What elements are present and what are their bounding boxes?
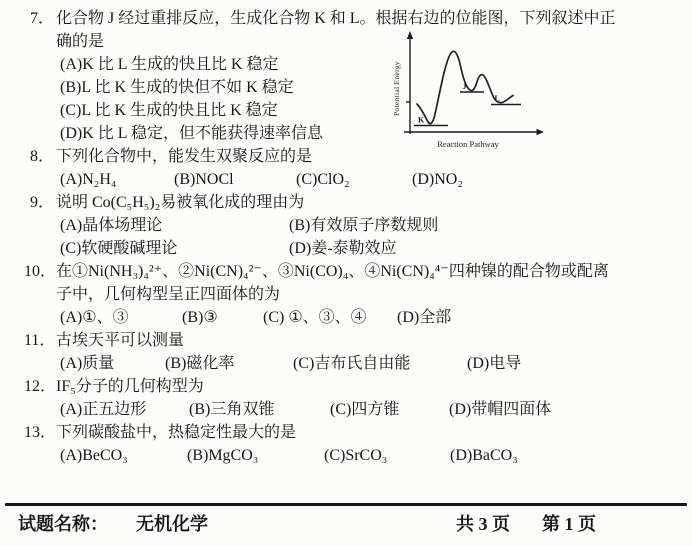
options-row [56,306,686,329]
option-c: (C)ClO₂ [296,171,350,188]
option-a: (A)BeCO₃ [60,447,128,464]
potential-energy-diagram [390,28,550,160]
option-a: (A)质量 [60,355,115,372]
y-axis-arrow [407,31,413,39]
option-d: (D)带帽四面体 [449,401,552,418]
x-axis-label: Reaction Pathway [437,139,499,149]
option-d: (D)K 比 L 稳定，但不能获得速率信息 [60,125,323,142]
option-c: (C)四方锥 [330,401,400,418]
options-row [56,398,686,421]
options-row [56,444,686,467]
option-c: (C)SrCO₃ [324,447,388,464]
option-b: (B)L 比 K 生成的快但不如 K 稳定 [60,79,294,96]
question-stem: 说明 Co(C₅H₅)₂易被氧化成的理由为 [56,194,305,211]
options-row [56,214,686,237]
option-a: (A)K 比 L 生成的快且比 K 稳定 [60,56,279,73]
exam-name-label: 试题名称： [18,514,108,534]
option-a: (A)N₂H₄ [60,171,117,188]
question-number: 9． [30,194,55,211]
question-8 [0,145,692,191]
x-axis-arrow [537,129,545,135]
current-page: 第 1 页 [542,514,596,534]
question-stem: 下列碳酸盐中，热稳定性最大的是 [56,424,297,441]
question-stem: 在①Ni(NH₃)₄²⁺、②Ni(CN)₄²⁻、③Ni(CO)₄、④Ni(CN)₄⁴⁻四种镍的配合物或配离 [56,263,609,280]
question-number: 11． [24,332,56,349]
option-c: (C) ①、③、④ [263,309,367,326]
option-b: (B)磁化率 [165,355,235,372]
exam-name-value: 无机化学 [136,514,208,534]
option-d: (D)NO₂ [412,171,463,188]
option-b: (B)NOCl [174,171,234,188]
option-b: (B)MgCO₃ [187,447,259,464]
option-b: (B)有效原子序数规则 [289,217,439,234]
options-row [56,237,686,260]
energy-diagram-svg [390,28,550,160]
options-list [56,53,686,145]
question-stem: 古埃天平可以测量 [56,332,185,349]
question-12 [0,375,692,421]
question-number: 7． [30,10,55,27]
option-a: (A)正五边形 [60,401,147,418]
option-d: (D)BaCO₃ [450,447,518,464]
question-stem-continued: 子中，几何构型呈正四面体的为 [56,286,281,303]
state-label-l: L [494,94,500,103]
question-stem: 化合物 J 经过重排反应，生成化合物 K 和 L。根据右边的位能图，下列叙述中正 [56,10,616,27]
question-10 [0,260,692,329]
state-label-j: J [462,82,467,91]
option-c: (C)L 比 K 生成的快且比 K 稳定 [60,102,278,119]
options-row [56,168,686,191]
question-number: 8． [30,148,55,165]
question-9 [0,191,692,260]
question-7 [0,7,692,145]
total-pages: 共 3 页 [456,514,510,534]
question-stem: IF₅分子的几何构型为 [56,378,204,395]
question-13 [0,421,692,467]
footer-row [0,506,692,536]
option-d: (D)电导 [467,355,522,372]
options-row [56,352,686,375]
page-footer [0,503,692,536]
question-number: 10． [24,263,57,280]
option-a: (A)晶体场理论 [60,217,163,234]
question-number: 13． [24,424,57,441]
option-c: (C)吉布氏自由能 [293,355,411,372]
option-b: (B)三角双锥 [189,401,275,418]
y-axis-label: Potential Energy [392,61,401,116]
option-d: (D)姜-泰勒效应 [289,240,397,257]
question-11 [0,329,692,375]
state-label-k: K [418,115,425,125]
option-d: (D)全部 [397,309,452,326]
option-a: (A)①、③ [60,309,129,326]
question-stem: 下列化合物中，能发生双聚反应的是 [56,148,313,165]
question-number: 12． [24,378,57,395]
option-b: (B)③ [182,309,218,326]
option-c: (C)软硬酸碱理论 [60,240,178,257]
question-stem-continued: 确的是 [56,33,105,50]
